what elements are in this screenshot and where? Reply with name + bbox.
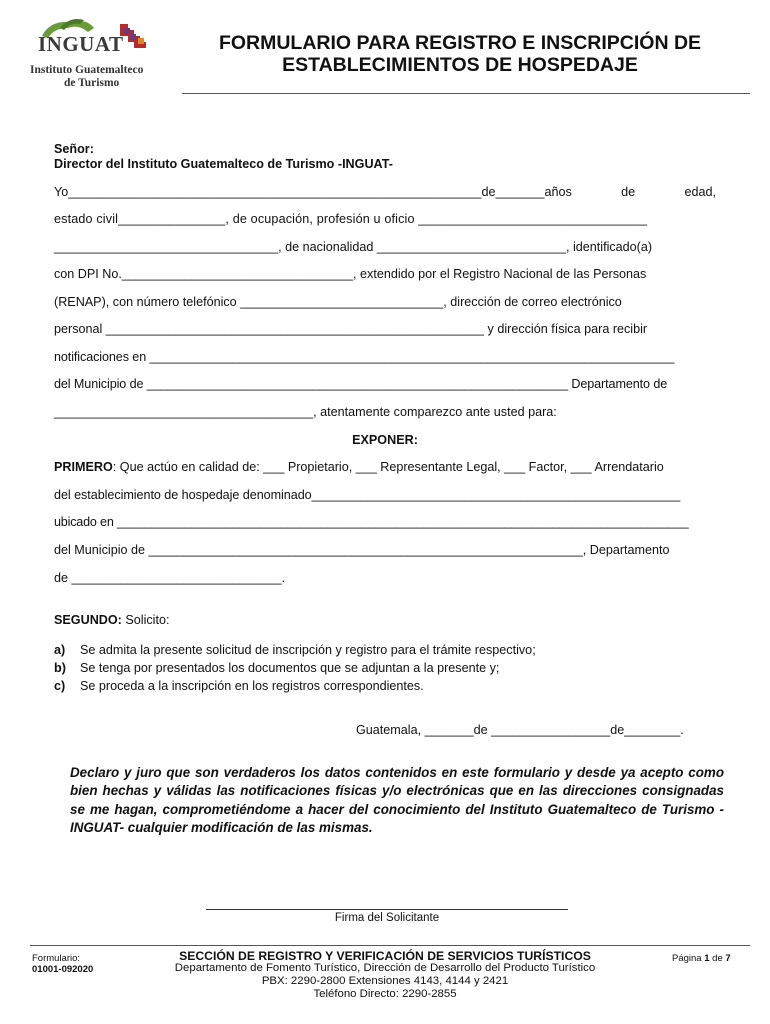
page-title [175,32,745,76]
segundo-item-c [54,678,716,694]
footer-divider [30,945,750,946]
signature-line [206,909,568,910]
logo-subtitle-2: de Turismo [64,77,120,89]
page-indicator [672,953,731,964]
body-line-7: notificaciones en ____________________________________________________________________________ [54,350,675,364]
primero-line-5: de ______________________________. [54,571,286,585]
segundo-item-b [54,660,716,676]
header-divider [182,93,750,94]
form-label: Formulario: [32,953,81,964]
salutation-line-1: Señor: [54,142,94,156]
signature-label: Firma del Solicitante [334,912,440,924]
primero-line-1 [54,459,716,475]
body-line-1-c: edad, [684,185,716,199]
body-line-5: (RENAP), con número telefónico _____________________________, dirección de correo electrónico [54,295,622,309]
primero-text: : Que actúo en calidad de: ___ Propietario, ___ Representante Legal, ___ Factor, ___ Arrendatario [112,460,664,474]
item-letter: c) [54,679,66,693]
exponer-heading: EXPONER: [352,433,418,447]
date-line: Guatemala, _______de _________________de________. [356,723,684,737]
body-line-9: _____________________________________, atentamente comparezco ante usted para: [54,405,557,419]
body-line-3: ________________________________, de nacionalidad ___________________________, identificado(a) [54,240,653,254]
segundo-line [54,612,716,628]
salutation-line-2: Director del Instituto Guatemalteco de Turismo -INGUAT- [54,157,393,171]
footer-section-title: SECCIÓN DE REGISTRO Y VERIFICACIÓN DE SERVICIOS TURÍSTICOS [179,949,591,963]
item-text: Se admita la presente solicitud de inscripción y registro para el trámite respectivo; [80,643,536,657]
inguat-logo [20,14,170,92]
item-letter: b) [54,661,66,675]
page-number: 1 [704,953,710,964]
primero-line-3: ubicado en ____________________________________________________________________________________ [54,515,689,529]
segundo-text: Solicito: [121,613,170,627]
page-prefix: Página [672,953,705,964]
item-text: Se proceda a la inscripción en los registros correspondientes. [80,679,424,693]
segundo-label: SEGUNDO: [54,613,122,627]
page-mid: de [709,953,726,964]
title-line-1: FORMULARIO PARA REGISTRO E INSCRIPCIÓN DE [218,32,702,54]
title-line-2: ESTABLECIMIENTOS DE HOSPEDAJE [282,54,638,76]
segundo-item-a [54,642,716,658]
primero-line-4: del Municipio de ______________________________________________________________, Departamento [54,543,670,557]
body-line-1 [54,184,716,200]
body-line-8: del Municipio de _____________________________________________________________ Departamento de [54,377,668,391]
body-line-1-a: Yo___________________________________________________________de_______años [54,185,572,199]
primero-label: PRIMERO [54,460,113,474]
primero-line-2: del establecimiento de hospedaje denominado_____________________________________________________ [54,488,681,502]
logo-subtitle-1: Instituto Guatemalteco [30,64,144,76]
body-line-6: personal ______________________________________________________ y dirección física para recibir [54,322,648,336]
form-number: 01001-092020 [32,964,94,975]
logo-wordmark: INGUAT [38,32,124,56]
footer-department: Departamento de Fomento Turístico, Dirección de Desarrollo del Producto Turístico [174,962,596,974]
item-text: Se tenga por presentados los documentos que se adjuntan a la presente y; [80,661,500,675]
page-total: 7 [725,953,731,964]
footer-direct-phone: Teléfono Directo: 2290-2855 [313,988,457,1000]
body-line-1-b: de [621,185,636,199]
item-letter: a) [54,643,66,657]
body-line-4: con DPI No._________________________________, extendido por el Registro Nacional de las Personas [54,267,647,281]
body-line-2: estado civil_______________, de ocupación, profesión u oficio ________________________________ [54,212,648,226]
footer-pbx: PBX: 2290-2800 Extensiones 4143, 4144 y 2421 [261,975,509,987]
declaration: Declaro y juro que son verdaderos los datos contenidos en este formulario y desde ya acepto como bien hechas y válidas las notificaciones físicas y/o electrónicas que en las direcciones consignadas se me hagan, comprometiéndome a hacer del conocimiento del Instituto Guatemalteco de Turismo -INGUAT- cualquier modificación de las mismas. [70,765,724,836]
